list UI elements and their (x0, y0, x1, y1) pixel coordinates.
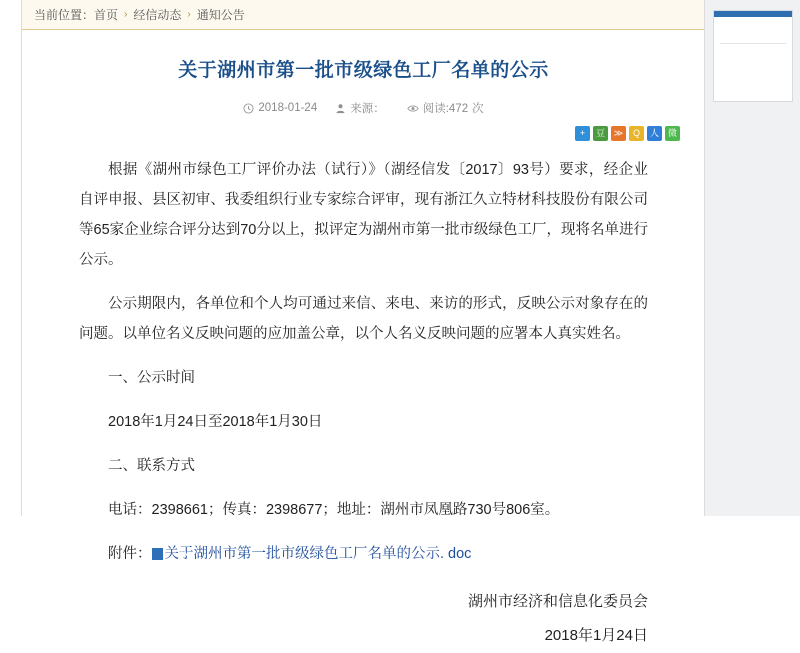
meta-views-suffix: 次 (472, 103, 484, 115)
breadcrumb-item-news[interactable]: 经信动态 (133, 8, 182, 22)
paragraph-intro: 根据《湖州市绿色工厂评价办法（试行）》（湖经信发〔2017〕93号）要求，经企业自评申报、县区初审、我委组织行业专家综合评审，现有浙江久立特材科技股份有限公司等65家企业综合评分达到70分以上，拟评定为湖州市第一批市级绿色工厂，现将名单进行公示。 (79, 162, 648, 268)
share-more-icon[interactable]: + (575, 126, 590, 141)
clock-icon (243, 103, 254, 114)
attachment-link[interactable]: 关于湖州市第一批市级绿色工厂名单的公示. doc (164, 546, 472, 562)
paragraph-feedback: 公示期限内，各单位和个人均可通过来信、来电、来访的形式，反映公示对象存在的问题。以单位名义反映问题的应加盖公章，以个人名义反映问题的应署本人真实姓名。 (79, 296, 648, 342)
meta-views (407, 100, 484, 116)
signature-org: 湖州市经济和信息化委员会 (467, 593, 648, 610)
user-icon (335, 103, 346, 114)
word-doc-icon (152, 548, 163, 560)
sidebar-card[interactable] (713, 10, 793, 102)
meta-source-label: 来源： (350, 103, 385, 115)
share-qzone-icon[interactable]: Q (629, 126, 644, 141)
breadcrumb (22, 0, 704, 30)
sidebar-card-header (714, 11, 792, 17)
sidebar-card-divider (720, 43, 786, 44)
attachment-label: 附件： (108, 546, 152, 562)
share-douban-icon[interactable]: 豆 (593, 126, 608, 141)
share-bar (23, 126, 680, 141)
attachment-row (79, 539, 648, 569)
meta-date-text: 2018-01-24 (258, 102, 318, 114)
page-title: 关于湖州市第一批市级绿色工厂名单的公示 (178, 60, 549, 81)
breadcrumb-label: 当前位置： (34, 8, 95, 22)
eye-icon (407, 103, 419, 114)
breadcrumb-item-home[interactable]: 首页 (94, 8, 119, 22)
breadcrumb-separator-icon: › (124, 9, 128, 20)
share-renren-icon[interactable]: 人 (647, 126, 662, 141)
meta-views-label: 阅读:472 (422, 103, 469, 115)
paragraph-contact: 电话：2398661；传真：2398677；地址：湖州市凤凰路730号806室。 (108, 502, 560, 518)
breadcrumb-item-notice[interactable]: 通知公告 (196, 8, 245, 22)
share-wechat-icon[interactable]: 微 (665, 126, 680, 141)
section-heading-contact: 二、联系方式 (108, 458, 195, 474)
right-sidebar (704, 0, 800, 516)
share-rss-icon[interactable]: ≫ (611, 126, 626, 141)
meta-source (335, 100, 389, 116)
article-meta (23, 100, 704, 116)
paragraph-period: 2018年1月24日至2018年1月30日 (108, 414, 323, 430)
meta-date (243, 102, 317, 114)
breadcrumb-separator-icon: › (187, 9, 191, 20)
left-rail (0, 0, 22, 516)
signature-block (23, 585, 648, 653)
article-body (79, 155, 648, 569)
signature-date: 2018年1月24日 (544, 627, 648, 644)
section-heading-period: 一、公示时间 (108, 370, 195, 386)
article-container (23, 31, 704, 644)
